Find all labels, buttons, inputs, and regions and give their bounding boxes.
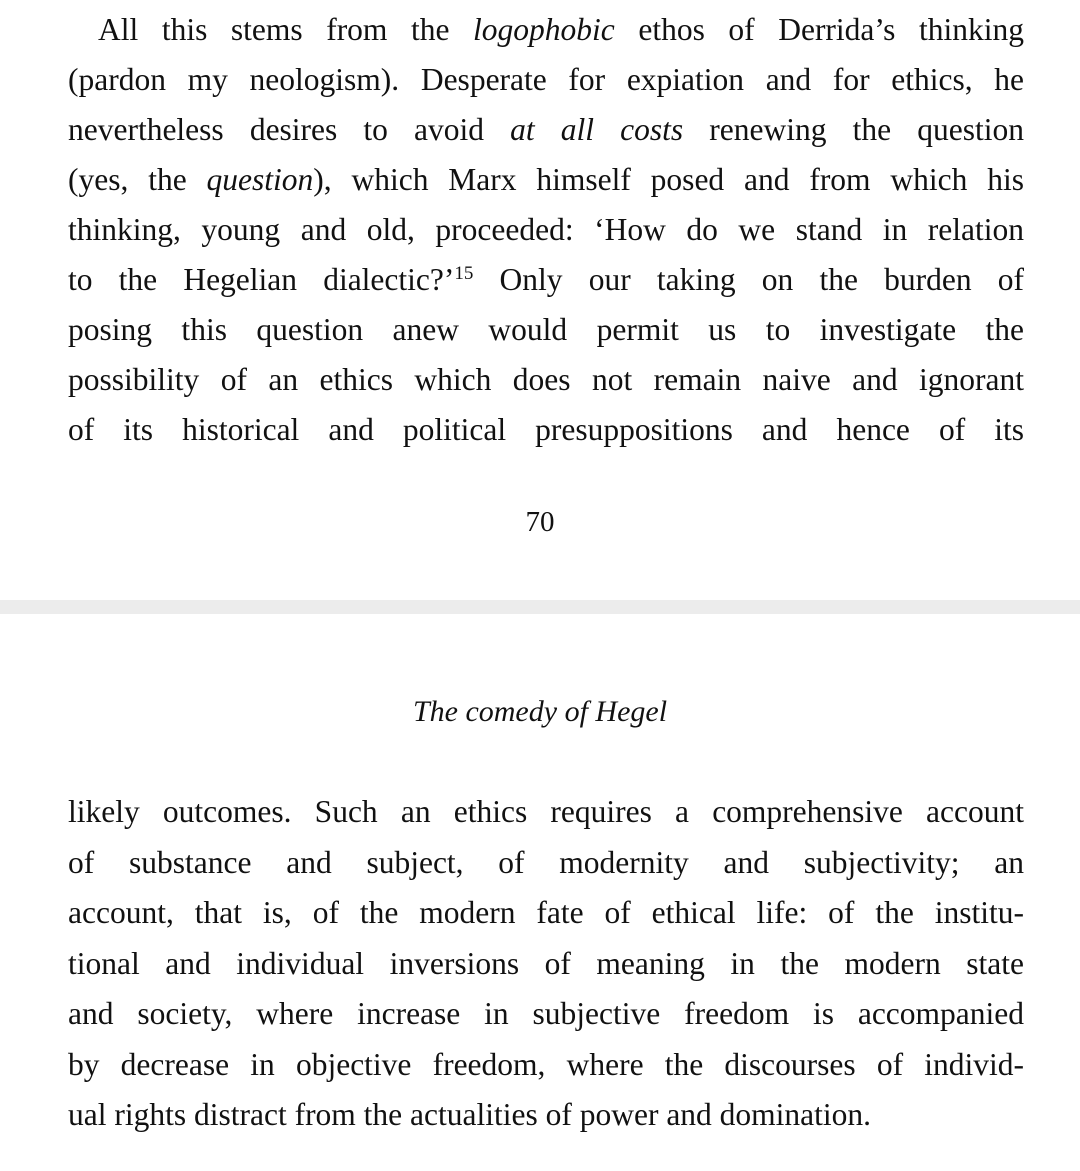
running-head: The comedy of Hegel	[412, 695, 668, 728]
text-line	[68, 843, 1024, 883]
text-line	[68, 792, 1024, 832]
text-line	[68, 210, 1024, 250]
book-page-bottom	[0, 614, 1080, 1171]
text-segment: of substance and subject, of modernity and subjectivity; an	[68, 844, 1024, 880]
text-line	[68, 410, 1024, 450]
text-segment: nevertheless desires to avoid	[68, 112, 511, 147]
text-line	[68, 110, 1024, 150]
italic-text: question	[206, 162, 314, 197]
text-segment: possibility of an ethics which does not remain naive and ignorant	[68, 362, 1024, 397]
italic-text: logophobic	[473, 12, 615, 47]
italic-text: at all costs	[510, 112, 684, 147]
text-segment: tional and individual inversions of meaning in the modern state	[68, 945, 1024, 981]
text-line	[68, 1045, 1024, 1085]
text-line	[68, 310, 1024, 350]
text-line	[68, 944, 1024, 984]
text-segment: thinking, young and old, proceeded: ‘How do we stand in relation	[68, 212, 1024, 247]
text-segment: of its historical and political presuppositions and hence of its	[68, 412, 1024, 447]
text-segment: ual rights distract from the actualities of power and domination.	[68, 1097, 872, 1132]
text-line	[68, 1095, 1024, 1135]
text-segment: posing this question anew would permit us to investigate the	[68, 312, 1024, 347]
text-line	[98, 10, 1024, 50]
text-segment: to the Hegelian dialectic?’	[68, 262, 455, 297]
text-line	[68, 994, 1024, 1034]
text-line	[68, 893, 1024, 933]
text-line	[68, 160, 1024, 200]
text-segment: (pardon my neologism). Desperate for expiation and for ethics, he	[68, 62, 1024, 97]
footnote-marker: 15	[454, 263, 474, 284]
page-number: 70	[525, 506, 555, 538]
text-segment: ethos of Derrida’s thinking	[614, 12, 1024, 47]
text-segment: (yes, the	[68, 162, 207, 197]
text-segment: likely outcomes. Such an ethics requires a comprehensive account	[68, 794, 1024, 829]
text-segment: account, that is, of the modern fate of ethical life: of the institu-	[68, 895, 1024, 930]
text-segment: ), which Marx himself posed and from which his	[313, 162, 1024, 197]
text-segment: renewing the question	[683, 112, 1024, 147]
text-line	[68, 260, 1024, 300]
page-divider	[0, 600, 1080, 614]
text-segment: and society, where increase in subjective freedom is accompanied	[68, 996, 1024, 1031]
text-segment: Only our taking on the burden of	[473, 262, 1024, 297]
text-segment: All this stems from the	[98, 12, 474, 47]
text-segment: by decrease in objective freedom, where the discourses of individ-	[68, 1046, 1024, 1082]
text-line	[68, 60, 1024, 100]
text-line	[68, 360, 1024, 400]
